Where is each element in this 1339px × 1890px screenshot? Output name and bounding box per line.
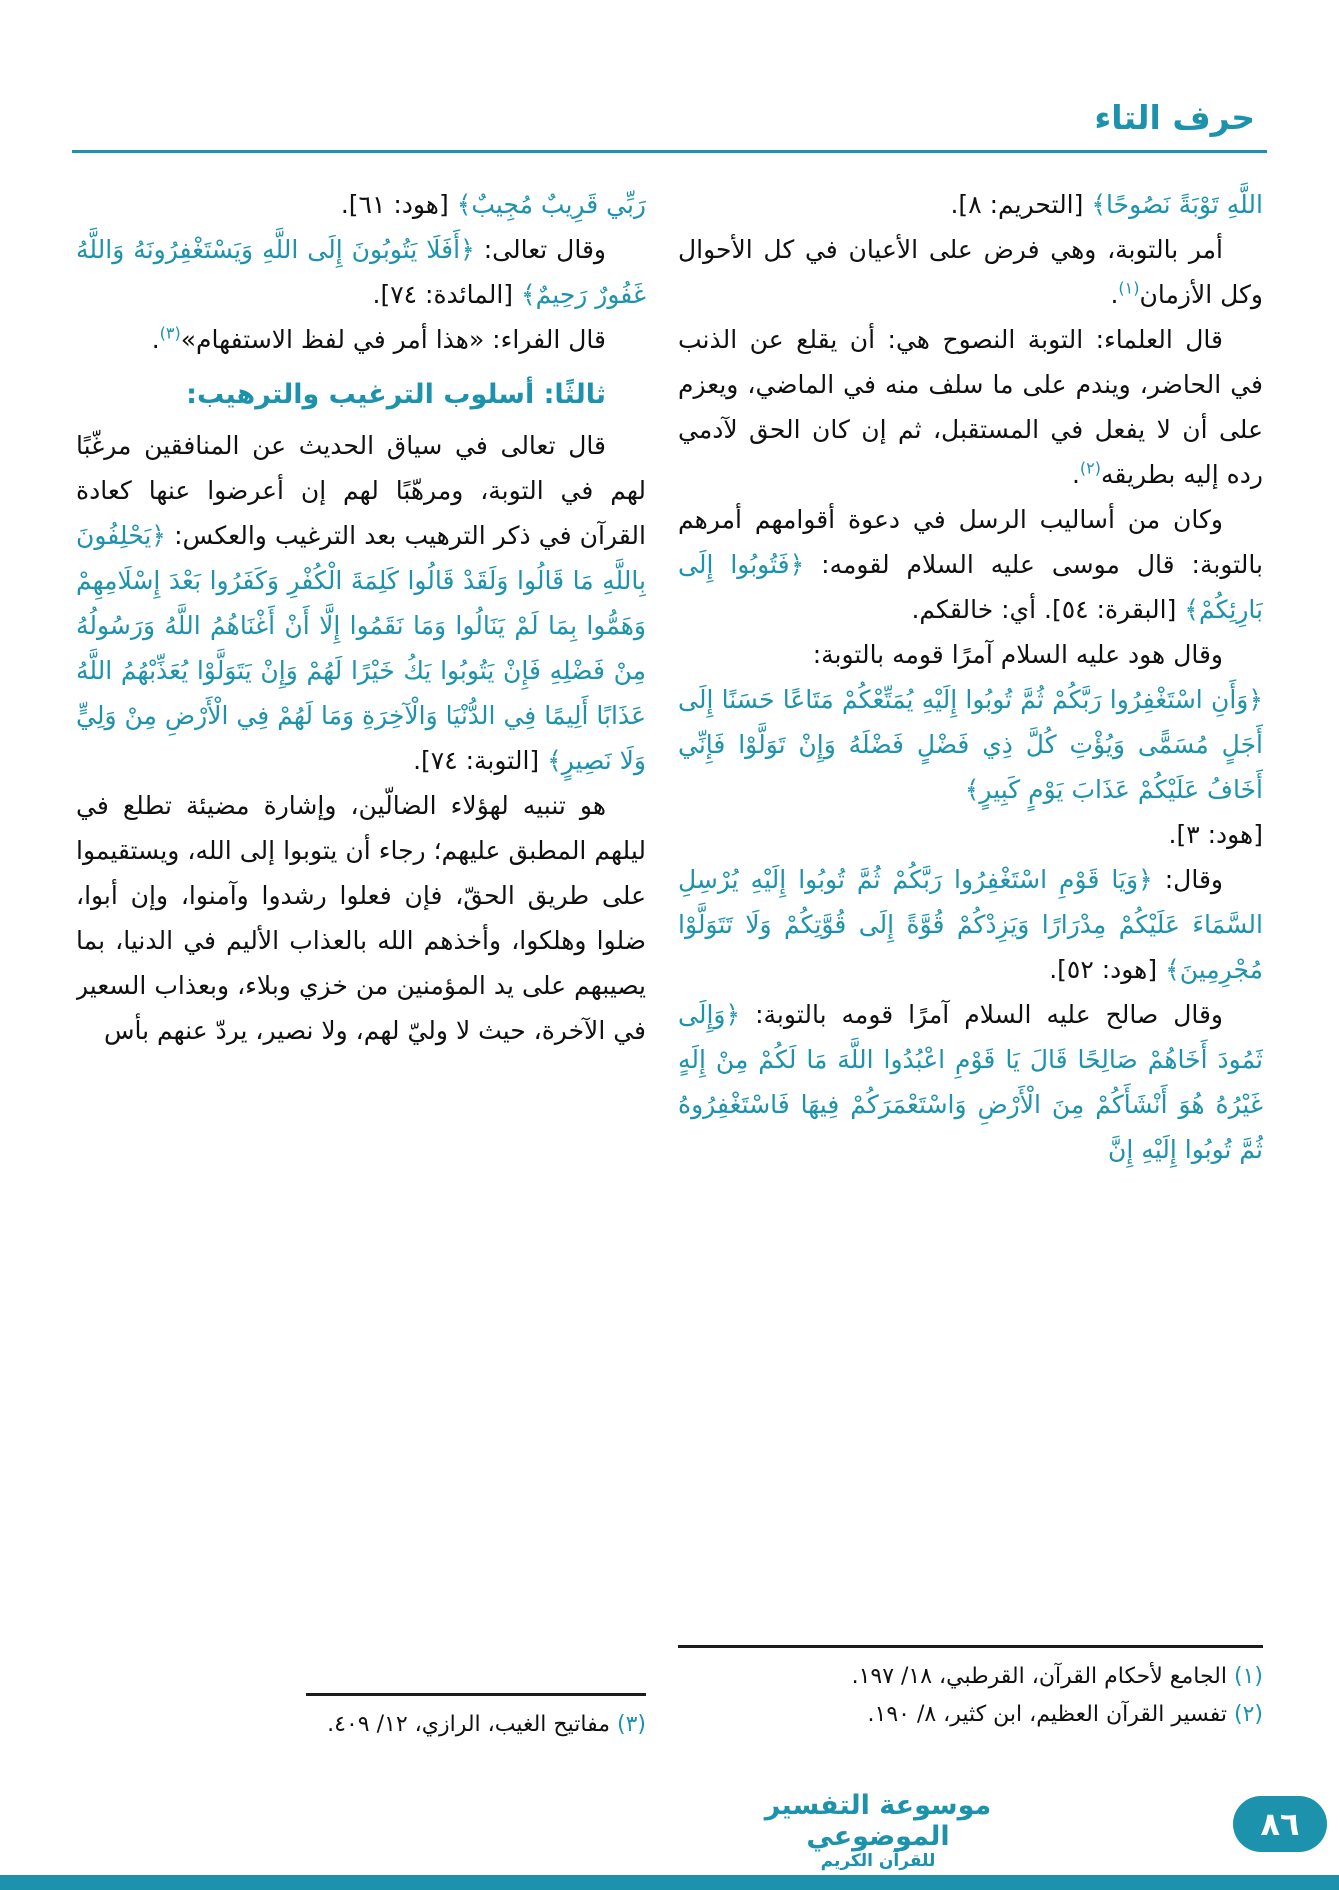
body-text: وقال صالح عليه السلام آمرًا قومه بالتوبة:: [740, 1000, 1223, 1029]
body-text: قال تعالى في سياق الحديث عن المنافقين مرغّبًا لهم في التوبة، ومرهّبًا لهم إن أعرضوا عنها كعادة القرآن في ذكر الترهيب بعد الترغيب والعكس:: [76, 431, 646, 550]
quran-verse-text: رَبِّي قَرِيبٌ مُجِيبٌ﴾: [456, 190, 646, 219]
paragraph: [76, 182, 646, 227]
footnote-separator: [678, 1645, 1263, 1648]
page-number-badge: ٨٦: [1233, 1796, 1327, 1852]
paragraph: [678, 632, 1263, 677]
left-footnotes: [76, 1693, 646, 1744]
left-column-text: [76, 182, 646, 1687]
quran-verse-text: اللَّهِ تَوْبَةً نَصُوحًا﴾: [1091, 190, 1263, 219]
body-text: وقال تعالى:: [474, 235, 606, 264]
body-text: قال العلماء: التوبة النصوح هي: أن يقلع عن الذنب في الحاضر، ويندم على ما سلف منه في الماضي، ويعزم على أن لا يفعل في المستقبل، ثم إن كان الحق لآدمي رده إليه بطريقه: [678, 325, 1263, 489]
right-footnote-list: [678, 1658, 1263, 1734]
footnote-separator: [306, 1693, 646, 1696]
paragraph: [678, 857, 1263, 992]
quran-verse-text: ﴿يَحْلِفُونَ بِاللَّهِ مَا قَالُوا وَلَقَدْ قَالُوا كَلِمَةَ الْكُفْرِ وَكَفَرُوا بَعْدَ إِسْلَامِهِمْ وَهَمُّوا بِمَا لَمْ يَنَالُوا وَمَا نَقَمُوا إِلَّا أَنْ أَغْنَاهُمُ اللَّهُ وَرَسُولُهُ مِنْ فَضْلِهِ فَإِنْ يَتُوبُوا يَكُ خَيْرًا لَهُمْ وَإِنْ يَتَوَلَّوْا يُعَذِّبْهُمُ اللَّهُ عَذَابًا أَلِيمًا فِي الدُّنْيَا وَالْآخِرَةِ وَمَا لَهُمْ فِي الْأَرْضِ مِنْ وَلِيٍّ وَلَا نَصِيرٍ﴾: [76, 521, 646, 775]
footnote-marker: (٣): [159, 323, 181, 343]
body-text: وقال هود عليه السلام آمرًا قومه بالتوبة:: [812, 640, 1223, 669]
left-footnote-list: [76, 1706, 646, 1744]
body-text: [هود: ٣].: [1168, 820, 1263, 849]
body-text: أمر بالتوبة، وهي فرض على الأعيان في كل الأحوال وكل الأزمان: [678, 235, 1263, 309]
quran-verse-text: ﴿وَإِلَى ثَمُودَ أَخَاهُمْ صَالِحًا قَالَ يَا قَوْمِ اعْبُدُوا اللَّهَ مَا لَكُمْ مِنْ إِلَهٍ غَيْرُهُ هُوَ أَنْشَأَكُمْ مِنَ الْأَرْضِ وَاسْتَعْمَرَكُمْ فِيهَا فَاسْتَغْفِرُوهُ ثُمَّ تُوبُوا إِلَيْهِ إِنَّ: [678, 1000, 1263, 1164]
paragraph: [678, 227, 1263, 317]
body-text: [هود: ٦١].: [340, 190, 457, 219]
paragraph: [678, 317, 1263, 497]
body-text: [التوبة: ٧٤].: [413, 746, 548, 775]
body-text: [هود: ٥٢].: [1049, 955, 1166, 984]
body-text: [التحريم: ٨].: [950, 190, 1092, 219]
body-text: .: [1110, 280, 1119, 309]
paragraph: [76, 372, 646, 417]
paragraph: [678, 992, 1263, 1172]
header-divider: [72, 150, 1267, 153]
body-text: .: [151, 325, 160, 354]
footnote-marker: (١): [1118, 278, 1140, 298]
body-text: تفسير القرآن العظيم، ابن كثير، ٨/ ١٩٠.: [867, 1702, 1227, 1727]
footnote-marker: (٢): [1079, 458, 1102, 478]
chapter-header: حرف التاء: [1094, 98, 1255, 137]
right-footnotes: [678, 1645, 1263, 1734]
paragraph: [678, 497, 1263, 632]
body-text: مفاتيح الغيب، الرازي، ١٢/ ٤٠٩.: [327, 1712, 610, 1737]
footnote-number: (٣): [610, 1712, 646, 1737]
publisher-logo-subtitle: للقرآن الكريم: [820, 1851, 936, 1872]
footer-bar: [0, 1875, 1339, 1890]
body-text: [البقرة: ٥٤]. أي: خالقكم.: [911, 595, 1185, 624]
body-text: وكان من أساليب الرسل في دعوة أقوامهم أمرهم بالتوبة: قال موسى عليه السلام لقومه:: [678, 505, 1263, 579]
quran-verse-text: ﴿وَيَا قَوْمِ اسْتَغْفِرُوا رَبَّكُمْ ثُمَّ تُوبُوا إِلَيْهِ يُرْسِلِ السَّمَاءَ عَلَيْكُمْ مِدْرَارًا وَيَزِدْكُمْ قُوَّةً إِلَى قُوَّتِكُمْ وَلَا تَتَوَلَّوْا مُجْرِمِينَ﴾: [678, 865, 1263, 984]
publisher-logo: [743, 1790, 1013, 1872]
body-text: [المائدة: ٧٤].: [372, 280, 521, 309]
paragraph: [76, 227, 646, 317]
footnote-number: (١): [1227, 1664, 1263, 1689]
paragraph: [678, 1696, 1263, 1734]
body-text: وقال:: [1152, 865, 1223, 894]
section-heading-text: ثالثًا: أسلوب الترغيب والترهيب:: [186, 379, 606, 410]
right-column-text: [678, 182, 1263, 1637]
quran-verse-text: ﴿فَتُوبُوا إِلَى بَارِئِكُمْ﴾: [678, 550, 1263, 624]
paragraph: [76, 783, 646, 1053]
paragraph: [76, 317, 646, 362]
paragraph: [76, 423, 646, 783]
body-text: هو تنبيه لهؤلاء الضالّين، وإشارة مضيئة تطلع في ليلهم المطبق عليهم؛ رجاء أن يتوبوا إلى الله، ويستقيموا على طريق الحقّ، فإن فعلوا رشدوا وآمنوا، وإن أبوا، ضلوا وهلكوا، وأخذهم الله بالعذاب الأليم في الدنيا، بما يصيبهم على يد المؤمنين من خزي وبلاء، وبعذاب السعير في الآخرة، حيث لا وليّ لهم، ولا نصير، يردّ عنهم بأس: [76, 791, 646, 1045]
quran-verse-text: ﴿أَفَلَا يَتُوبُونَ إِلَى اللَّهِ وَيَسْتَغْفِرُونَهُ وَاللَّهُ غَفُورٌ رَحِيمٌ﴾: [76, 235, 646, 309]
body-text: الجامع لأحكام القرآن، القرطبي، ١٨/ ١٩٧.: [851, 1664, 1227, 1689]
paragraph: [76, 1706, 646, 1744]
publisher-logo-title: موسوعة التفسير الموضوعي: [764, 1790, 992, 1853]
quran-verse-text: ﴿وَأَنِ اسْتَغْفِرُوا رَبَّكُمْ ثُمَّ تُوبُوا إِلَيْهِ يُمَتِّعْكُمْ مَتَاعًا حَسَنًا إِلَى أَجَلٍ مُسَمًّى وَيُؤْتِ كُلَّ ذِي فَضْلٍ فَضْلَهُ وَإِنْ تَوَلَّوْا فَإِنِّي أَخَافُ عَلَيْكُمْ عَذَابَ يَوْمٍ كَبِيرٍ﴾: [678, 685, 1263, 804]
paragraph: [678, 812, 1263, 857]
body-text: .: [1071, 460, 1080, 489]
paragraph: [678, 1658, 1263, 1696]
footnote-number: (٢): [1227, 1702, 1263, 1727]
paragraph: [678, 182, 1263, 227]
paragraph: [678, 677, 1263, 812]
body-text: قال الفراء: «هذا أمر في لفظ الاستفهام»: [180, 325, 606, 354]
